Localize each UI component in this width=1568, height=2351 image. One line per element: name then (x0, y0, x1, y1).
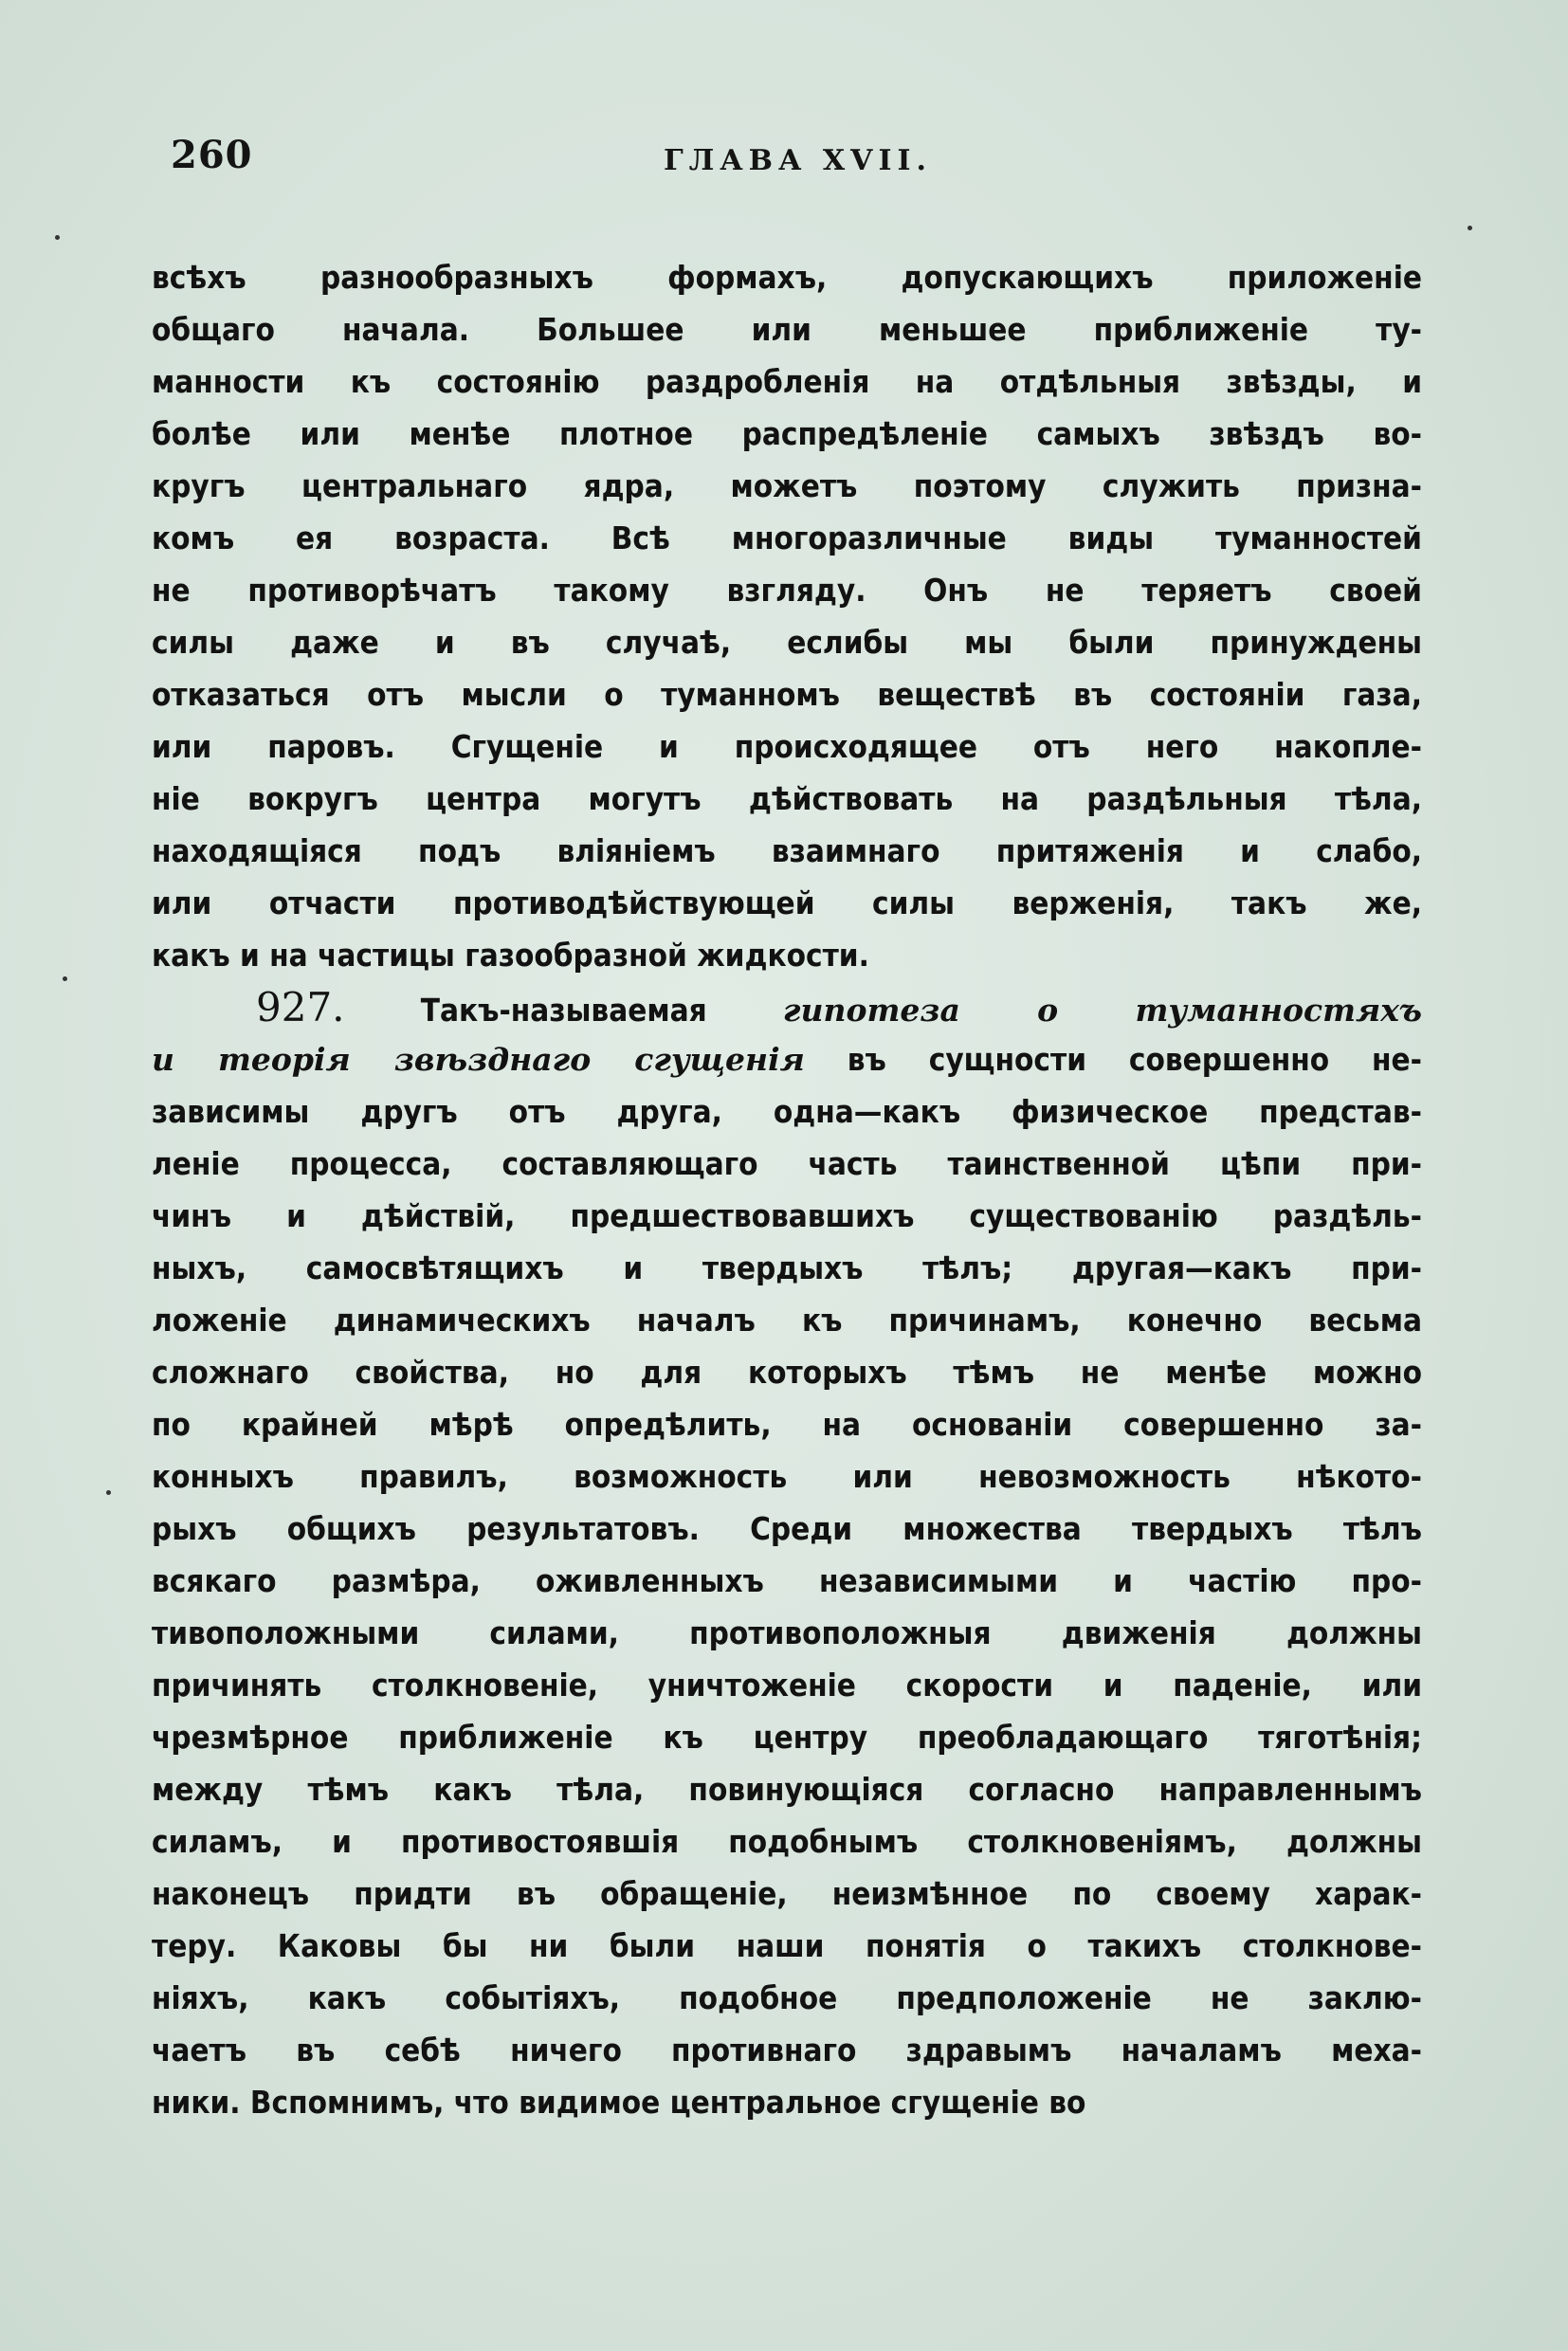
italic-term: гипотеза о туманностяхъ (782, 992, 1422, 1029)
text-line: зависимы другъ отъ друга, одна—какъ физическое представ- (152, 1093, 1422, 1130)
paragraph-927-first-line (152, 981, 1422, 1033)
text-line: по крайней мѣрѣ опредѣлить, на основаніи совершенно за- (152, 1406, 1422, 1443)
text-line: находящіяся подъ вліяніемъ взаимнаго притяженія и слабо, (152, 832, 1422, 869)
text-line: причинять столкновеніе, уничтоженіе скорости и паденіе, или (152, 1667, 1422, 1704)
text-line: чинъ и дѣйствій, предшествовавшихъ существованію раздѣль- (152, 1197, 1422, 1234)
text-line: чрезмѣрное приближеніе къ центру преобладающаго тяготѣнія; (152, 1719, 1422, 1756)
text-line: какъ и на частицы газообразной жидкости. (152, 937, 869, 974)
text-line: ніяхъ, какъ событіяхъ, подобное предположеніе не заклю- (152, 1979, 1422, 2016)
text-line: манности къ состоянію раздробленія на отдѣльныя звѣзды, и (152, 363, 1422, 400)
text-line: сложнаго свойства, но для которыхъ тѣмъ не менѣе можно (152, 1354, 1422, 1391)
text-line: комъ ея возраста. Всѣ многоразличные виды туманностей (152, 519, 1422, 556)
paragraph-text: въ сущности совершенно не- (847, 1041, 1422, 1078)
text-line: конныхъ правилъ, возможность или невозможность нѣкото- (152, 1458, 1422, 1495)
text-line: или паровъ. Сгущеніе и происходящее отъ него накопле- (152, 728, 1422, 765)
text-line: ложеніе динамическихъ началъ къ причинамъ, конечно весьма (152, 1302, 1422, 1339)
text-line: отказаться отъ мысли о туманномъ веществѣ въ состояніи газа, (152, 676, 1422, 713)
text-line: всякаго размѣра, оживленныхъ независимыми и частію про- (152, 1562, 1422, 1599)
text-line: чаетъ въ себѣ ничего противнаго здравымъ началамъ меха- (152, 2032, 1422, 2069)
text-line: наконецъ придти въ обращеніе, неизмѣнное по своему харак- (152, 1875, 1422, 1912)
text-line: между тѣмъ какъ тѣла, повинующіяся согласно направленнымъ (152, 1771, 1422, 1808)
text-line: силамъ, и противостоявшія подобнымъ столкновеніямъ, должны (152, 1823, 1422, 1860)
text-line: теру. Каковы бы ни были наши понятія о такихъ столкнове- (152, 1927, 1422, 1964)
italic-term: и теорія звѣзднаго сгущенія (152, 1041, 805, 1078)
paper-speck (1468, 226, 1472, 230)
text-line: тивоположными силами, противоположныя движенія должны (152, 1614, 1422, 1651)
text-line: общаго начала. Большее или меньшее приближеніе ту- (152, 311, 1422, 348)
text-line: кругъ центральнаго ядра, можетъ поэтому служить призна- (152, 467, 1422, 504)
text-line: всѣхъ разнообразныхъ формахъ, допускающихъ приложеніе (152, 259, 1422, 296)
body-text (152, 251, 1422, 2128)
text-line: болѣе или менѣе плотное распредѣленіе самыхъ звѣздъ во- (152, 415, 1422, 452)
text-line: не противорѣчатъ такому взгляду. Онъ не теряетъ своей (152, 572, 1422, 609)
text-line: силы даже и въ случаѣ, еслибы мы были принуждены (152, 624, 1422, 661)
running-head (152, 133, 1422, 199)
text-line: ніе вокругъ центра могутъ дѣйствовать на раздѣльныя тѣла, (152, 780, 1422, 817)
text-line: рыхъ общихъ результатовъ. Среди множества твердыхъ тѣлъ (152, 1510, 1422, 1547)
paragraph-number: 927. (256, 984, 345, 1030)
page-number: 260 (171, 133, 253, 177)
paper-speck (55, 235, 60, 240)
text-line: ныхъ, самосвѣтящихъ и твердыхъ тѣлъ; другая—какъ при- (152, 1249, 1422, 1286)
paper-speck (63, 976, 67, 981)
paragraph-927-second-line (152, 1033, 1422, 1085)
paragraph-intro: Такъ-называемая (420, 992, 707, 1029)
paper-speck (106, 1490, 111, 1495)
text-line: ники. Вспомнимъ, что видимое центральное сгущеніе во (152, 2084, 1086, 2121)
text-line: или отчасти противодѣйствующей силы верженія, такъ же, (152, 884, 1422, 921)
text-line: леніе процесса, составляющаго часть таинственной цѣпи при- (152, 1145, 1422, 1182)
chapter-title: ГЛАВА XVII. (664, 144, 932, 177)
